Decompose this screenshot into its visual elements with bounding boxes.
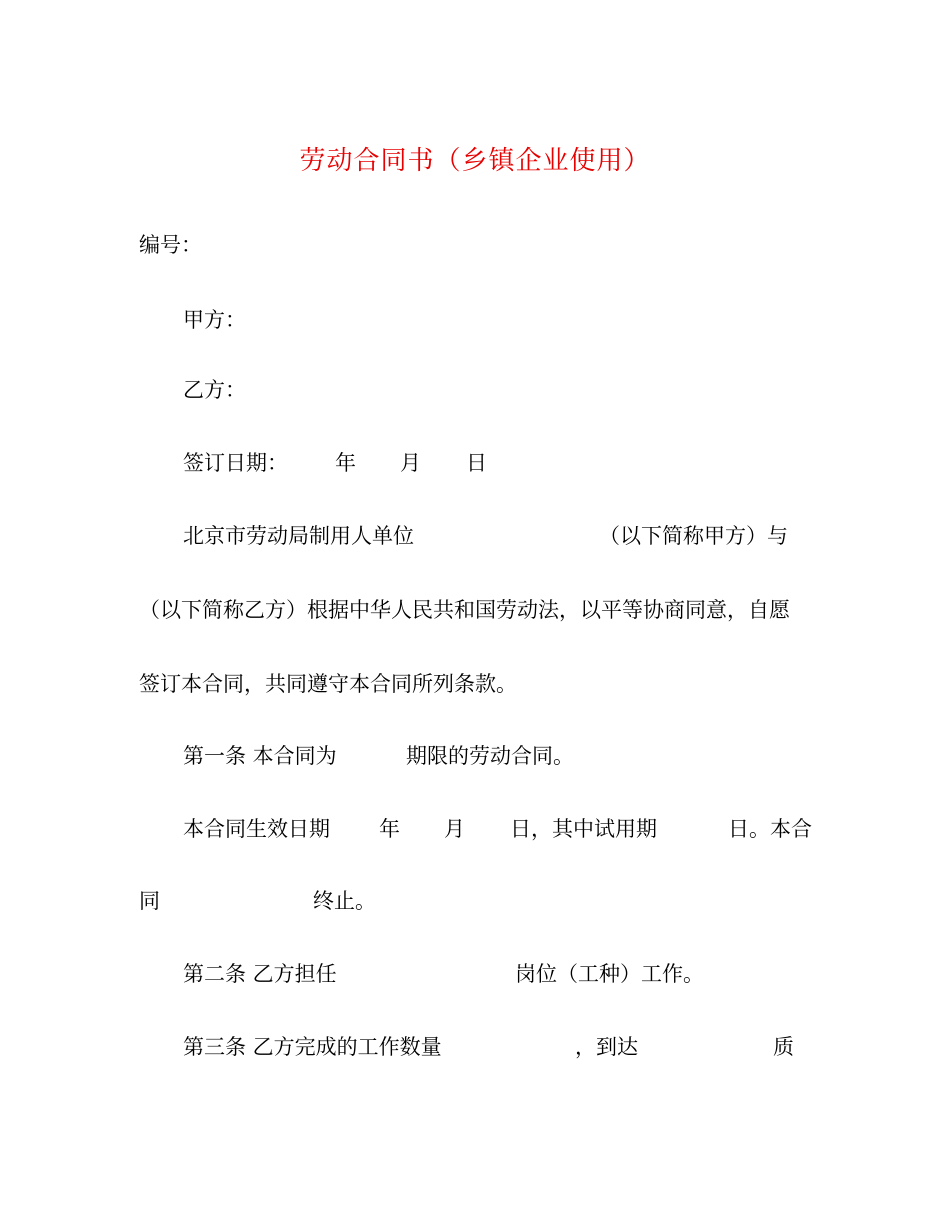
effective-contract-start: 同 [139,889,160,913]
intro-employer-text: 北京市劳动局制用人单位 [183,524,414,548]
sign-date-line [183,449,503,477]
article-2-position-text: 岗位（工种）工作。 [515,962,704,986]
intro-agreement-text: 签订本合同，共同遵守本合同所列条款。 [139,672,517,696]
party-b-label: 乙方： [183,378,246,402]
article-1-term-text: 期限的劳动合同。 [406,744,574,768]
intro-party-a-text: （以下简称甲方）与 [599,524,788,548]
contract-number-label: 编号： [139,233,202,257]
effective-termination: 终止。 [313,889,376,913]
effective-month: 月 [444,817,465,841]
article-1-line [183,742,603,770]
effective-date-line-2 [139,887,439,915]
article-2-line [183,960,723,988]
effective-date-label: 本合同生效日期 [183,817,330,841]
sign-date-day: 日 [466,451,487,475]
sign-date-label: 签订日期： [183,451,288,475]
intro-party-b-text: （以下简称乙方）根据中华人民共和国劳动法，以平等协商同意，自愿 [139,598,790,622]
effective-year: 年 [379,817,400,841]
article-3-line [183,1033,823,1061]
document-title: 劳动合同书（乡镇企业使用） [299,146,651,176]
effective-date-line [183,815,823,843]
article-3-reach-text: ，到达 [575,1035,638,1059]
effective-probation: 日，其中试用期 [510,817,657,841]
article-2-text: 第二条 乙方担任 [183,962,337,986]
party-a-label: 甲方： [183,308,246,332]
sign-date-month: 月 [400,451,421,475]
article-3-quality-text: 质 [773,1035,794,1059]
effective-end: 日。本合 [728,817,812,841]
sign-date-year: 年 [335,451,356,475]
intro-line-1 [183,522,803,550]
article-1-text: 第一条 本合同为 [183,744,337,768]
article-3-text: 第三条 乙方完成的工作数量 [183,1035,442,1059]
